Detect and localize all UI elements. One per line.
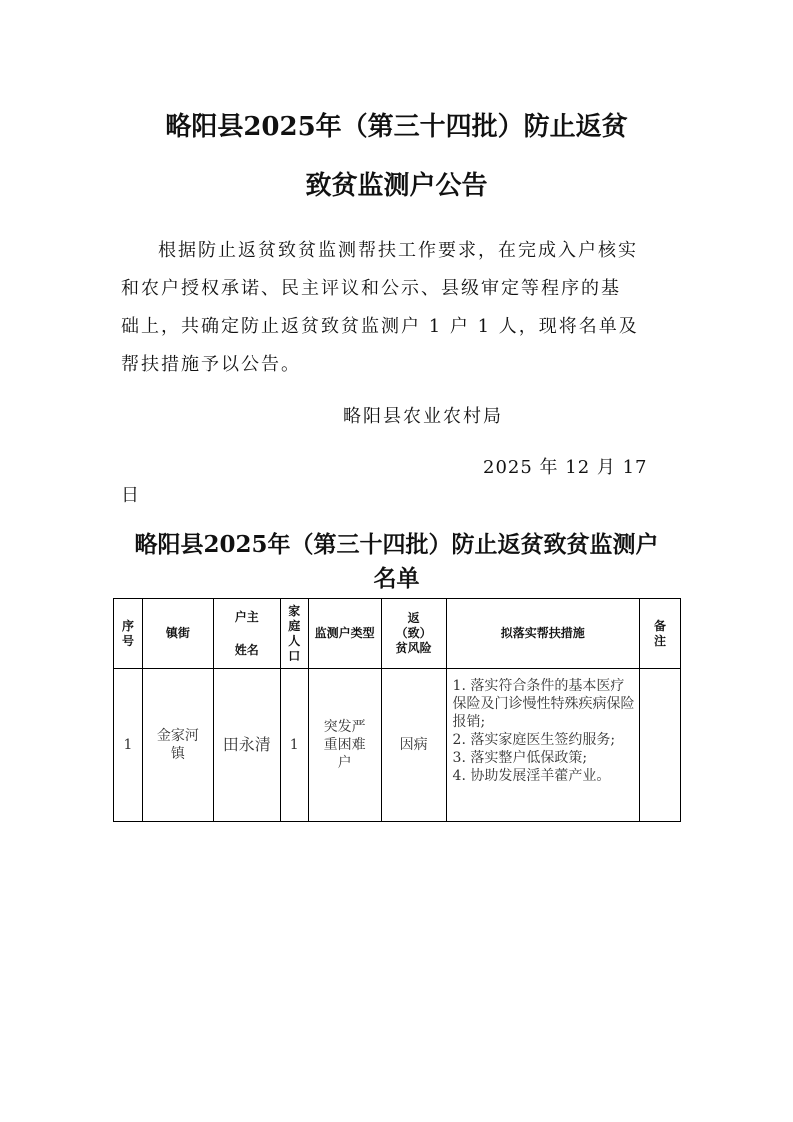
measure-item: 4. 协助发展淫羊藿产业。 [452,768,611,784]
cell-town: 金家河镇 [142,669,213,822]
title-line-1: 略阳县2025年（第三十四批）防止返贫 [165,112,628,142]
header-head: 户主 姓名 [213,599,280,669]
cell-index: 1 [114,669,143,822]
header-index: 序号 [114,599,143,669]
date-line-2: 日 [121,485,141,506]
monitoring-table [113,598,681,822]
list-title-line-1: 略阳县2025年（第三十四批）防止返贫致贫监测户 [134,531,659,558]
measure-item: 2. 落实家庭医生签约服务; [452,732,616,748]
table-row [114,669,681,822]
measure-item: 1. 落实符合条件的基本医疗保险及门诊慢性特殊疾病保险报销; [452,678,635,730]
cell-measures [446,669,639,822]
cell-remarks [640,669,681,822]
cell-risk: 因病 [381,669,446,822]
title-line-2: 致贫监测户公告 [305,171,488,201]
header-remarks: 备注 [640,599,681,669]
header-risk: 返 （致） 贫风险 [381,599,446,669]
list-title-line-2: 名单 [373,565,420,592]
header-family: 家庭人口 [280,599,308,669]
body-line-2: 和农户授权承诺、民主评议和公示、县级审定等程序的基 [121,278,621,299]
cell-type: 突发严重困难户 [308,669,381,822]
header-measures: 拟落实帮扶措施 [446,599,639,669]
table-header-row [114,599,681,669]
body-line-1: 根据防止返贫致贫监测帮扶工作要求，在完成入户核实 [158,240,638,261]
header-type: 监测户类型 [308,599,381,669]
signature: 略阳县农业农村局 [343,406,503,427]
date-line-1: 2025 年 12 月 17 [483,457,648,478]
cell-head: 田永清 [213,669,280,822]
body-line-3: 础上，共确定防止返贫致贫监测户 1 户 1 人，现将名单及 [121,316,639,337]
measure-item: 3. 落实整户低保政策; [452,750,588,766]
header-town: 镇街 [142,599,213,669]
cell-family: 1 [280,669,308,822]
body-line-4: 帮扶措施予以公告。 [121,354,301,375]
